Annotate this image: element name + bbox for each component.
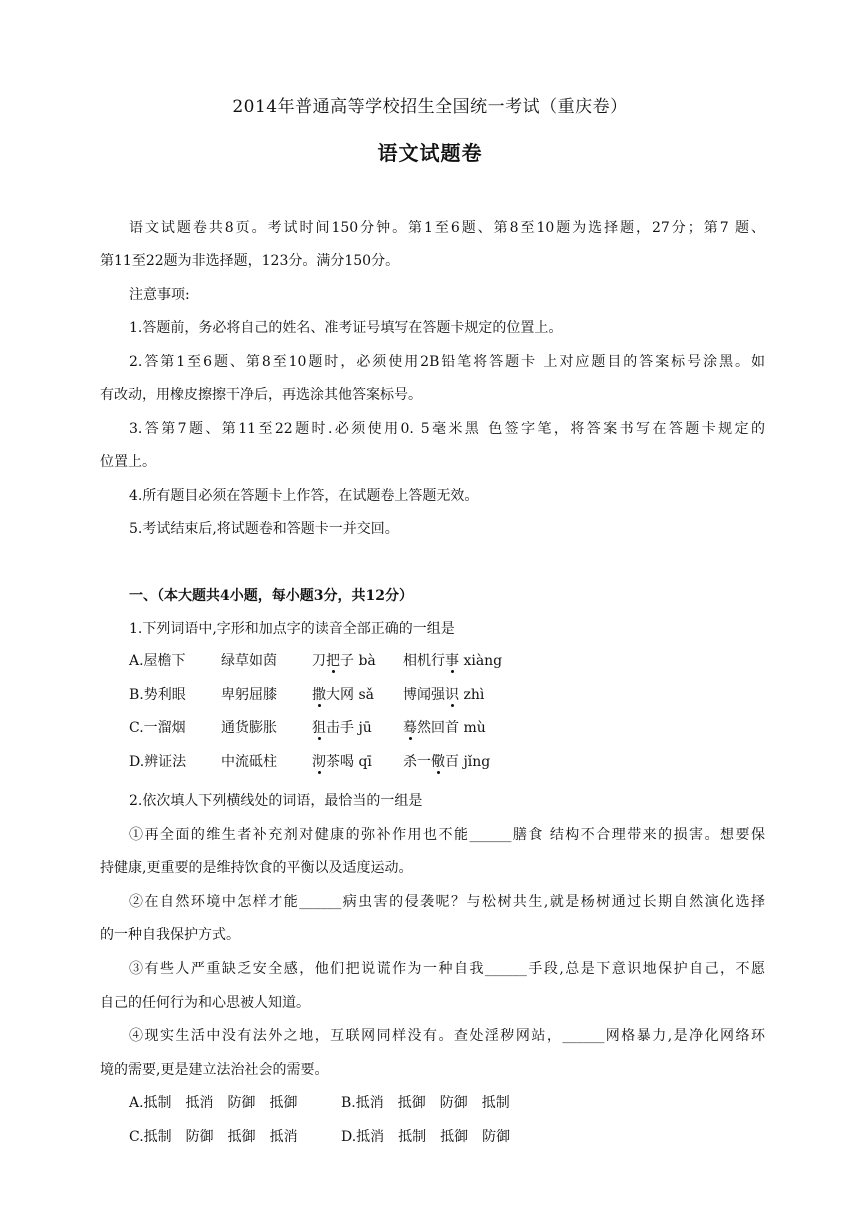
option-a-word-1: A.屋檐下 bbox=[129, 653, 186, 669]
notice-item-2-line-1: 2.答第1至6题、第8至10题时，必须使用2B铅笔将答题卡 上对应题目的答案标号涂黑。如 bbox=[129, 354, 765, 370]
option-d-word-2: 中流砥柱 bbox=[221, 754, 277, 770]
option-c-word-1: C.一溜烟 bbox=[129, 720, 186, 736]
option-d-word-3: 沏茶喝 qī bbox=[312, 754, 372, 770]
question-2-sentence-2-line-1: ②在自然环境中怎样才能______病虫害的侵袭呢？与松树共生,就是杨树通过长期自然演化选择 bbox=[129, 894, 765, 910]
option-b-word-1: B.势利眼 bbox=[129, 687, 186, 703]
section-1-heading: 一、（本大题共4小题，每小题3分，共12分） bbox=[129, 588, 413, 604]
option-b-word-4: 博闻强识 zhì bbox=[403, 687, 485, 703]
question-2-sentence-3-line-2: 自己的任何行为和心思被人知道。 bbox=[100, 995, 310, 1011]
notice-item-3-line-1: 3.答第7题、第11至22题时.必须使用0. 5毫米黑 色签字笔，将答案书写在答题卡规定的 bbox=[129, 421, 765, 437]
question-2-sentence-4-line-1: ④现实生活中没有法外之地，互联网同样没有。查处淫秽网站，______网格暴力,是净化网络环 bbox=[129, 1028, 765, 1044]
option-c-word-3: 狙击手 jū bbox=[312, 720, 372, 736]
notice-heading: 注意事项: bbox=[129, 287, 190, 303]
dotted-char: 蓦 bbox=[403, 720, 417, 736]
question-2-sentence-1-line-1: ①再全面的维生者补充剂对健康的弥补作用也不能______膳食 结构不合理带来的损害。想要保 bbox=[129, 827, 765, 843]
notice-item-5: 5.考试结束后,将试题卷和答题卡一并交回。 bbox=[129, 521, 399, 537]
dotted-char: 撒 bbox=[312, 687, 326, 703]
notice-item-4: 4.所有题目必须在答题卡上作答，在试题卷上答题无效。 bbox=[129, 488, 479, 504]
question-2-stem: 2.依次填人下列横线处的词语，最恰当的一组是 bbox=[129, 793, 423, 809]
dotted-char: 儆 bbox=[431, 754, 445, 770]
notice-item-3-line-2: 位置上。 bbox=[100, 454, 156, 470]
dotted-char: 识 bbox=[445, 687, 459, 703]
question-2-sentence-2-line-2: 的一种自我保护方式。 bbox=[100, 927, 240, 943]
dotted-char: 沏 bbox=[312, 754, 326, 770]
option-d-word-1: D.辨证法 bbox=[129, 754, 187, 770]
dotted-char: 把 bbox=[326, 653, 340, 669]
option-a-word-4: 相机行事 xiàng bbox=[403, 653, 503, 669]
option-a-word-2: 绿草如茵 bbox=[221, 653, 277, 669]
paper-subtitle: 语文试题卷 bbox=[377, 141, 483, 165]
intro-line-2: 第11至22题为非选择题，123分。满分150分。 bbox=[100, 253, 400, 269]
option-d-word-4: 杀一儆百 jǐng bbox=[403, 754, 491, 770]
option-a-word-3: 刀把子 bà bbox=[312, 653, 376, 669]
intro-line-1: 语文试题卷共8页。考试时间150分钟。第1至6题、第8至10题为选择题，27分；第7 题、 bbox=[129, 220, 765, 236]
question-2-option-c: C.抵制 防御 抵御 抵消 bbox=[129, 1129, 298, 1145]
question-2-sentence-4-line-2: 境的需要,更是建立法治社会的需要。 bbox=[100, 1062, 329, 1078]
question-2-sentence-3-line-1: ③有些人严重缺乏安全感，他们把说谎作为一种自我______手段,总是下意识地保护自己，不愿 bbox=[129, 961, 765, 977]
option-c-word-2: 通货膨胀 bbox=[221, 720, 277, 736]
option-b-word-2: 卑躬屈膝 bbox=[221, 687, 277, 703]
question-2-option-d: D.抵消 抵制 抵御 防御 bbox=[341, 1129, 511, 1145]
question-2-option-b: B.抵消 抵御 防御 抵制 bbox=[341, 1095, 510, 1111]
option-c-word-4: 蓦然回首 mù bbox=[403, 720, 486, 736]
dotted-char: 事 bbox=[445, 653, 459, 669]
question-2-sentence-1-line-2: 持健康,更重要的是维持饮食的平衡以及适度运动。 bbox=[100, 860, 413, 876]
question-1-stem: 1.下列词语中,字形和加点字的读音全部正确的一组是 bbox=[129, 621, 455, 637]
notice-item-1: 1.答题前，务必将自己的姓名、准考证号填写在答题卡规定的位置上。 bbox=[129, 320, 563, 336]
notice-item-2-line-2: 有改动，用橡皮擦擦干净后，再选涂其他答案标号。 bbox=[100, 387, 422, 403]
exam-title: 2014年普通高等学校招生全国统一考试（重庆卷） bbox=[232, 97, 628, 117]
question-2-option-a: A.抵制 抵消 防御 抵御 bbox=[129, 1095, 298, 1111]
dotted-char: 狙 bbox=[312, 720, 326, 736]
option-b-word-3: 撒大网 sǎ bbox=[312, 687, 374, 703]
